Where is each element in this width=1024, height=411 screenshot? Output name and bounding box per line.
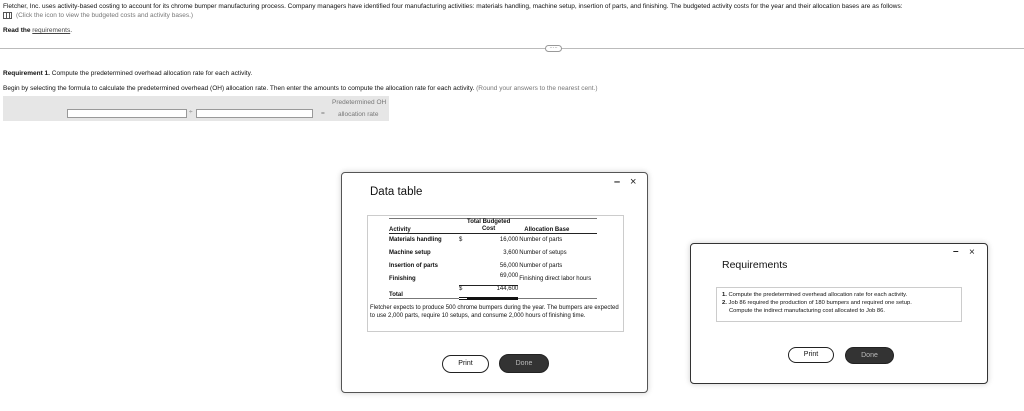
- requirement1-text: Compute the predetermined overhead allocation rate for each activity.: [49, 70, 253, 77]
- round-hint: (Round your answers to the nearest cent.): [474, 85, 598, 92]
- total-dollar: $: [459, 286, 467, 299]
- icon-hint: (Click the icon to view the budgeted costs and activity bases.): [16, 12, 194, 19]
- data-table-modal: [341, 172, 648, 393]
- production-note: Fletcher expects to produce 500 chrome bumpers during the year. The bumpers are expected to use 2,000 parts, require 10 setups, and consume 2,000 hours of finishing time.: [370, 305, 619, 319]
- header-cost-line2: Cost: [481, 226, 496, 232]
- dollar-cell: $: [459, 237, 463, 244]
- table-icon[interactable]: [3, 12, 12, 19]
- minimize-icon[interactable]: –: [953, 246, 959, 257]
- done-button[interactable]: Done: [499, 354, 549, 373]
- close-icon[interactable]: ×: [630, 176, 637, 188]
- item-text: Job 86 required the production of 180 bumpers and required one setup.: [728, 300, 912, 306]
- activity-cell: Machine setup: [389, 250, 431, 256]
- total-cost: 144,600: [467, 286, 518, 299]
- dollar-cell: [459, 260, 467, 273]
- divider-handle[interactable]: ·····: [545, 45, 562, 52]
- cost-cell: 56,000: [499, 263, 519, 269]
- table-row: [389, 234, 597, 247]
- requirements-link[interactable]: requirements: [32, 27, 71, 34]
- budget-table: [389, 218, 597, 300]
- modal-title: Data table: [370, 186, 423, 198]
- item-number: 2.: [722, 300, 727, 306]
- modal-title: Requirements: [722, 259, 788, 271]
- data-content: [367, 215, 624, 332]
- item-text: Compute the predetermined overhead allocation rate for each activity.: [728, 292, 908, 298]
- read-suffix: .: [70, 27, 73, 34]
- formula-input-1[interactable]: [67, 109, 187, 118]
- instructions-text: Begin by selecting the formula to calculate the predetermined overhead (OH) allocation rate. Then enter the amounts to compute the allocation rate for each activity.: [3, 85, 475, 92]
- cost-cell: 3,600: [503, 250, 519, 256]
- minimize-icon[interactable]: –: [614, 176, 621, 188]
- dollar-cell: [459, 273, 467, 286]
- done-button[interactable]: Done: [845, 347, 894, 364]
- requirement-item: [722, 291, 956, 299]
- header-activity: Activity: [389, 227, 411, 233]
- total-label: Total: [389, 292, 403, 298]
- table-row: [389, 260, 597, 273]
- base-cell: Finishing direct labor hours: [519, 276, 592, 282]
- item-text-2: Compute the indirect manufacturing cost allocated to Job 86.: [729, 308, 885, 314]
- requirements-modal: [690, 243, 988, 384]
- read-requirements: [3, 27, 72, 34]
- base-cell: Number of setups: [519, 250, 567, 256]
- activity-cell: Materials handling: [389, 237, 442, 244]
- print-button[interactable]: Print: [788, 347, 834, 363]
- formula-input-2[interactable]: [196, 109, 313, 118]
- equals-sign: =: [321, 110, 325, 117]
- formula-row: [3, 96, 389, 121]
- cost-cell: 69,000: [467, 273, 518, 286]
- read-prefix: Read the: [3, 27, 33, 34]
- activity-cell: Finishing: [389, 276, 416, 282]
- header-cost-line1: Total Budgeted: [467, 219, 511, 225]
- close-icon[interactable]: ×: [969, 247, 975, 258]
- dollar-cell: [459, 247, 467, 260]
- table-row: [389, 247, 597, 260]
- divide-operator: ÷: [189, 109, 193, 116]
- print-button[interactable]: Print: [442, 355, 489, 373]
- base-cell: Number of parts: [519, 237, 563, 244]
- intro-text: Fletcher, Inc. uses activity-based costing to account for its chrome bumper manufacturing process. Company managers have identified four manufacturing activities: materials handling, machine setup, insertion of parts, and finishing. The budgeted activity costs for the year and their allocation bases are as follows:: [3, 3, 903, 10]
- requirement-item: [722, 299, 956, 315]
- requirement1-label: Requirement 1.: [3, 70, 50, 77]
- header-cost: [459, 219, 518, 234]
- requirements-list: [716, 287, 962, 322]
- result-label-line2: allocation rate: [338, 111, 379, 118]
- total-row: [389, 286, 597, 299]
- result-label-line1: Predetermined OH: [332, 99, 387, 106]
- requirement1-heading: [3, 70, 252, 77]
- cost-cell: 16,000: [499, 237, 519, 244]
- activity-cell: Insertion of parts: [389, 263, 439, 269]
- base-cell: Number of parts: [519, 263, 563, 269]
- table-row: [389, 273, 597, 286]
- item-number: 1.: [722, 292, 727, 298]
- divider: [0, 48, 1024, 49]
- instructions: [3, 85, 597, 92]
- header-base: Allocation Base: [524, 227, 570, 233]
